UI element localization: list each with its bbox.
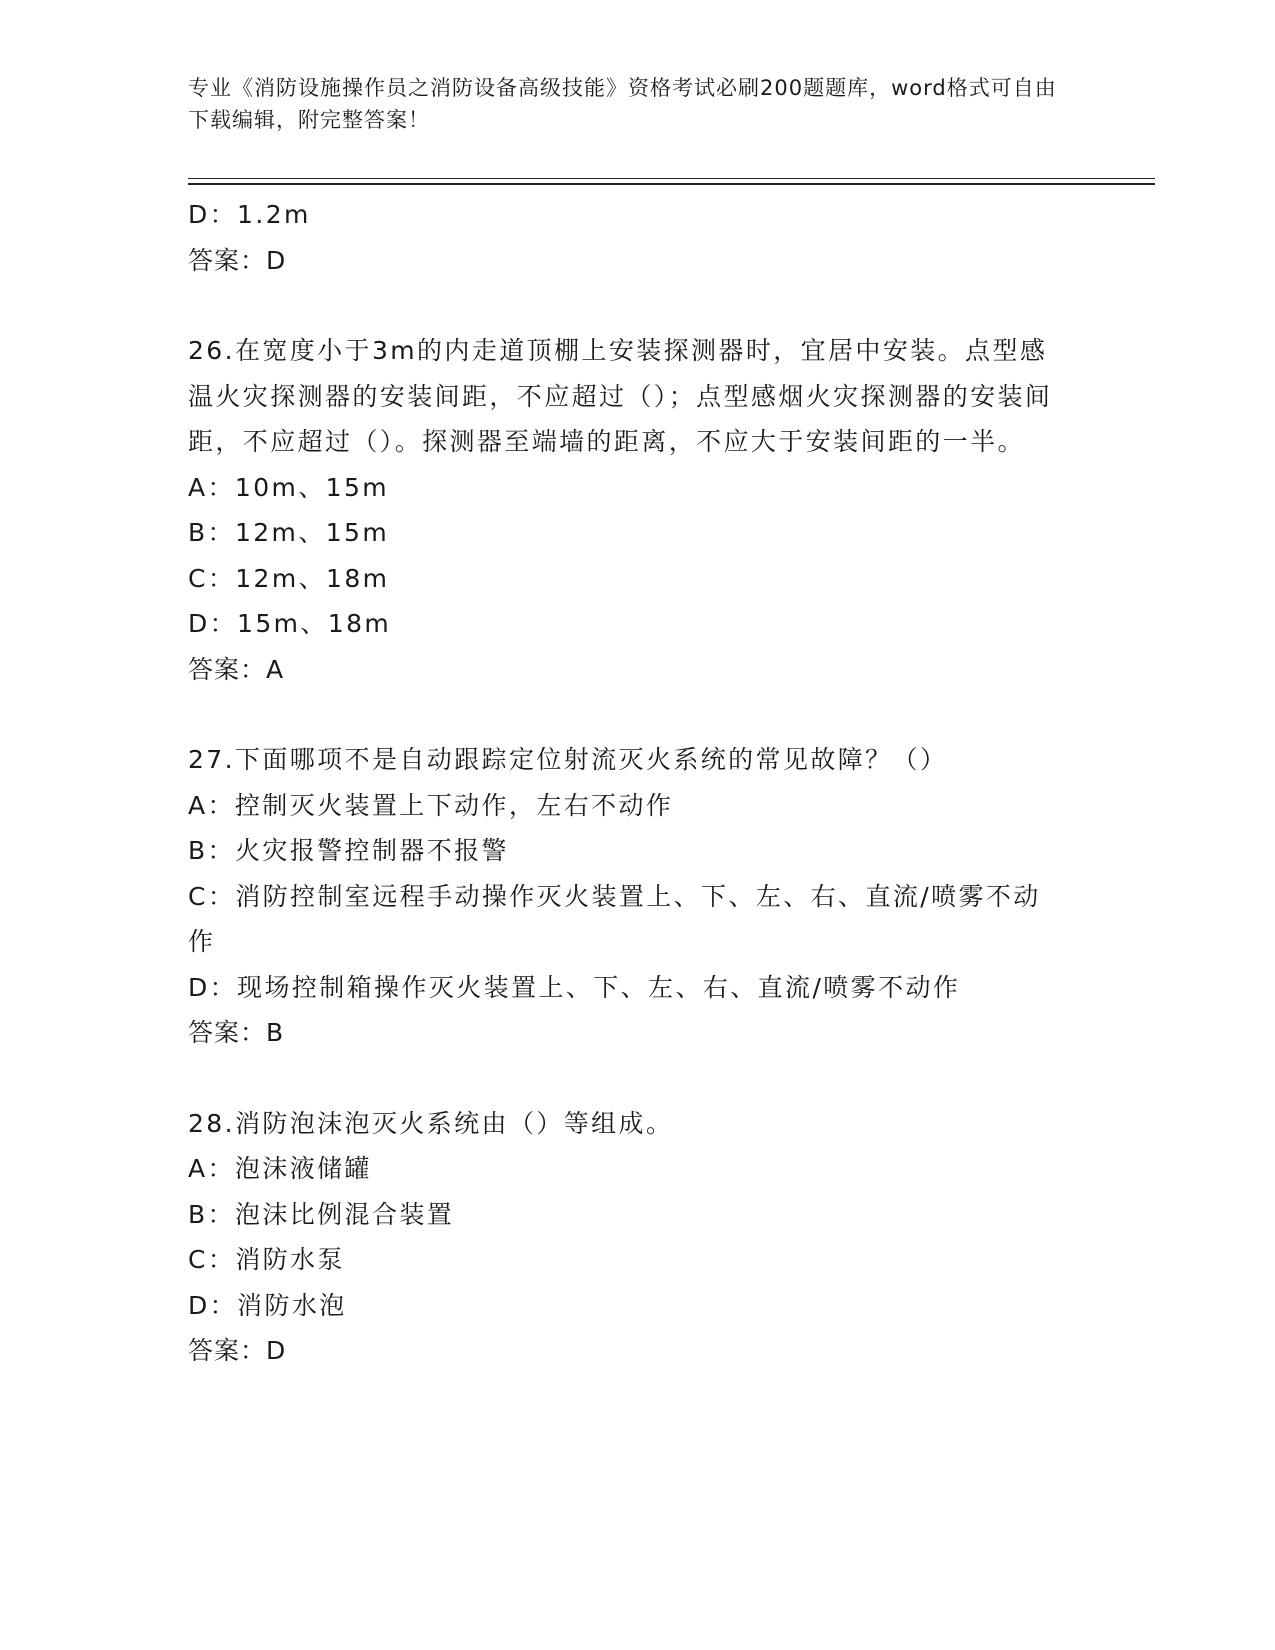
- question-stem: 27.下面哪项不是自动跟踪定位射流灭火系统的常见故障？（）: [188, 745, 948, 774]
- spacer: [188, 692, 1068, 737]
- option-d: D：现场控制箱操作灭火装置上、下、左、右、直流/喷雾不动作: [188, 972, 961, 1002]
- spacer: [188, 1056, 1068, 1101]
- answer: 答案：D: [188, 1336, 287, 1365]
- question-26: [188, 328, 1068, 692]
- option-a: A：控制灭火装置上下动作，左右不动作: [188, 790, 674, 820]
- prev-option-d: D：1.2m: [188, 200, 311, 229]
- prev-answer: 答案：D: [188, 245, 287, 275]
- header-divider-thin: [188, 178, 1155, 179]
- option-d: D：消防水泡: [188, 1290, 347, 1320]
- option-a: A：泡沫液储罐: [188, 1154, 372, 1183]
- question-28: [188, 1101, 1068, 1374]
- option-d: D：15m、18m: [188, 609, 392, 638]
- option-c: C：消防控制室远程手动操作灭火装置上、下、左、右、直流/喷雾不动作: [188, 881, 1041, 956]
- question-stem: 28.消防泡沫泡灭火系统由（）等组成。: [188, 1108, 674, 1138]
- option-b: B：12m、15m: [188, 518, 390, 547]
- spacer: [188, 283, 1068, 328]
- option-c: C：消防水泵: [188, 1245, 345, 1274]
- option-b: B：泡沫比例混合装置: [188, 1199, 455, 1229]
- page-header: 专业《消防设施操作员之消防设备高级技能》资格考试必刷200题题库，word格式可自由下载编辑，附完整答案！: [188, 76, 1057, 132]
- option-c: C：12m、18m: [188, 563, 390, 593]
- answer: 答案：B: [188, 1018, 285, 1047]
- option-a: A：10m、15m: [188, 472, 390, 502]
- option-b: B：火灾报警控制器不报警: [188, 836, 509, 865]
- answer: 答案：A: [188, 654, 285, 684]
- question-stem: 26.在宽度小于3m的内走道顶棚上安装探测器时，宜居中安装。点型感温火灾探测器的安装间距，不应超过（）；点型感烟火灾探测器的安装间距，不应超过（）。探测器至端墙的距离，不应大于安装间距的一半。: [188, 336, 1053, 456]
- question-list: [188, 192, 1068, 1374]
- question-27: [188, 737, 1068, 1056]
- header-divider-thick: [188, 183, 1155, 185]
